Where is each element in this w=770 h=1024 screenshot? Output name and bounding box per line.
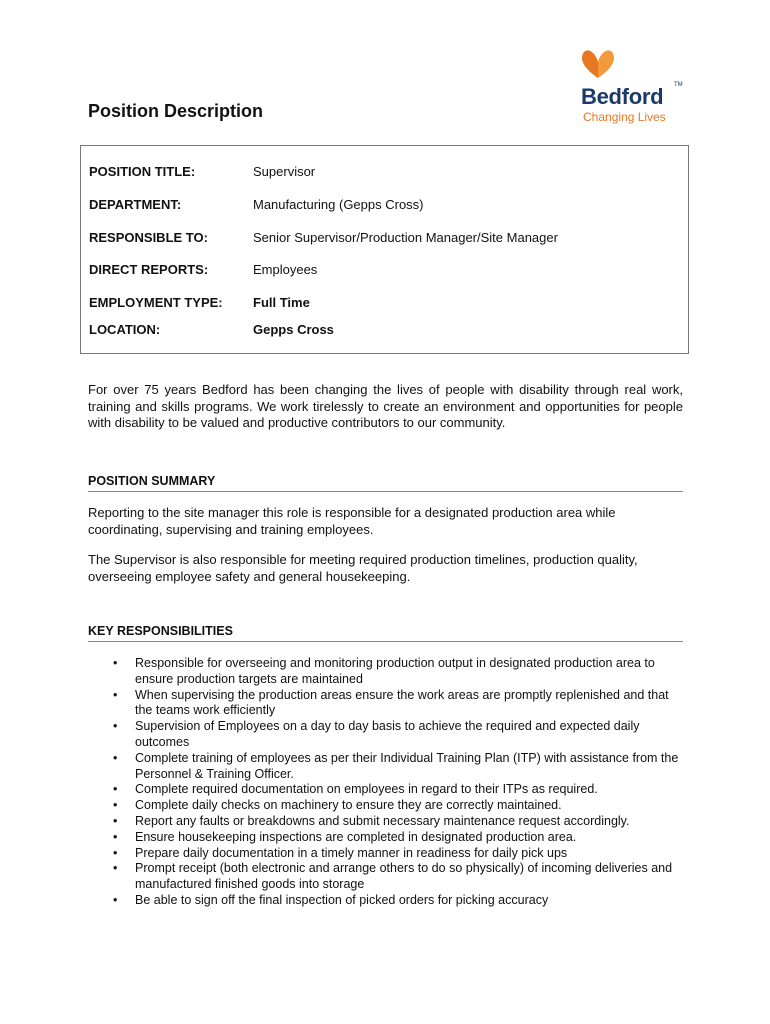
- responsibility-item: [88, 893, 688, 909]
- responsibility-text: Report any faults or breakdowns and submit necessary maintenance request accordingly.: [135, 813, 630, 828]
- bullet-icon: •: [113, 892, 118, 907]
- bullet-icon: •: [113, 798, 118, 813]
- position-title-label: POSITION TITLE:: [89, 164, 196, 179]
- employment-type-label: EMPLOYMENT TYPE:: [89, 295, 223, 310]
- butterfly-icon: [578, 48, 618, 82]
- bullet-icon: •: [113, 687, 118, 702]
- bullet-icon: •: [113, 750, 118, 765]
- employment-type-value: Full Time: [253, 295, 310, 310]
- direct-reports-label: DIRECT REPORTS:: [89, 262, 209, 277]
- responsibility-text: Responsible for overseeing and monitoring production output in designated production area to ensure production targets are maintained: [135, 656, 655, 686]
- bedford-logo: [578, 48, 690, 128]
- page-title: Position Description: [88, 101, 264, 121]
- key-responsibilities-heading: KEY RESPONSIBILITIES: [88, 624, 683, 642]
- responsibility-text: Be able to sign off the final inspection of picked orders for picking accuracy: [135, 892, 549, 907]
- position-info-table: [80, 145, 689, 354]
- responsibility-item: [88, 751, 688, 783]
- responsible-to-label: RESPONSIBLE TO:: [89, 230, 208, 245]
- responsible-to-value: Senior Supervisor/Production Manager/Site Manager: [253, 230, 558, 245]
- responsibilities-list: [88, 656, 688, 909]
- location-value: Gepps Cross: [253, 322, 334, 337]
- bullet-icon: •: [113, 829, 118, 844]
- bullet-icon: •: [113, 656, 118, 670]
- intro-paragraph: For over 75 years Bedford has been changing the lives of people with disability through real work, training and skills programs. We work tirelessly to create an environment and opportunities for people with disability to be valued and productive contributors to our community.: [88, 382, 683, 430]
- bullet-icon: •: [113, 719, 118, 734]
- position-summary-heading: POSITION SUMMARY: [88, 474, 683, 492]
- responsibility-text: Prepare daily documentation in a timely manner in readiness for daily pick ups: [135, 845, 568, 860]
- responsibility-text: Prompt receipt (both electronic and arrange others to do so physically) of incoming deliveries and manufactured finished goods into storage: [135, 861, 673, 892]
- responsibility-text: Complete required documentation on employees in regard to their ITPs as required.: [135, 782, 598, 797]
- responsibility-item: [88, 814, 688, 830]
- logo-tagline: Changing Lives: [583, 110, 666, 124]
- responsibility-item: [88, 719, 688, 751]
- responsibility-text: When supervising the production areas ensure the work areas are promptly replenished and that the teams work efficiently: [135, 687, 669, 718]
- responsibility-item: [88, 830, 688, 846]
- bullet-icon: •: [113, 861, 118, 876]
- location-label: LOCATION:: [89, 322, 161, 337]
- responsibility-text: Complete training of employees as per their Individual Training Plan (ITP) with assistance from the Personnel & Training Officer.: [135, 750, 679, 781]
- bullet-icon: •: [113, 782, 118, 797]
- bullet-icon: •: [113, 813, 118, 828]
- responsibility-item: [88, 656, 688, 688]
- trademark-symbol: TM: [674, 82, 683, 88]
- direct-reports-value: Employees: [253, 262, 318, 277]
- summary-paragraph-1: Reporting to the site manager this role is responsible for a designated production area while coordinating, supervising and training employees.: [88, 505, 616, 537]
- responsibility-text: Ensure housekeeping inspections are completed in designated production area.: [135, 829, 577, 844]
- position-title-value: Supervisor: [253, 164, 316, 179]
- responsibility-item: [88, 688, 688, 720]
- department-label: DEPARTMENT:: [89, 197, 182, 212]
- logo-wordmark: Bedford: [581, 84, 664, 109]
- responsibility-text: Complete daily checks on machinery to ensure they are correctly maintained.: [135, 798, 562, 813]
- responsibility-item: [88, 861, 688, 893]
- summary-paragraph-2: The Supervisor is also responsible for meeting required production timelines, production quality, overseeing employee safety and general housekeeping.: [88, 552, 638, 584]
- department-value: Manufacturing (Gepps Cross): [253, 197, 424, 212]
- bullet-icon: •: [113, 845, 118, 860]
- responsibility-item: [88, 782, 688, 798]
- responsibility-text: Supervision of Employees on a day to day basis to achieve the required and expected daily outcomes: [135, 719, 640, 749]
- responsibility-item: [88, 846, 688, 862]
- responsibility-item: [88, 798, 688, 814]
